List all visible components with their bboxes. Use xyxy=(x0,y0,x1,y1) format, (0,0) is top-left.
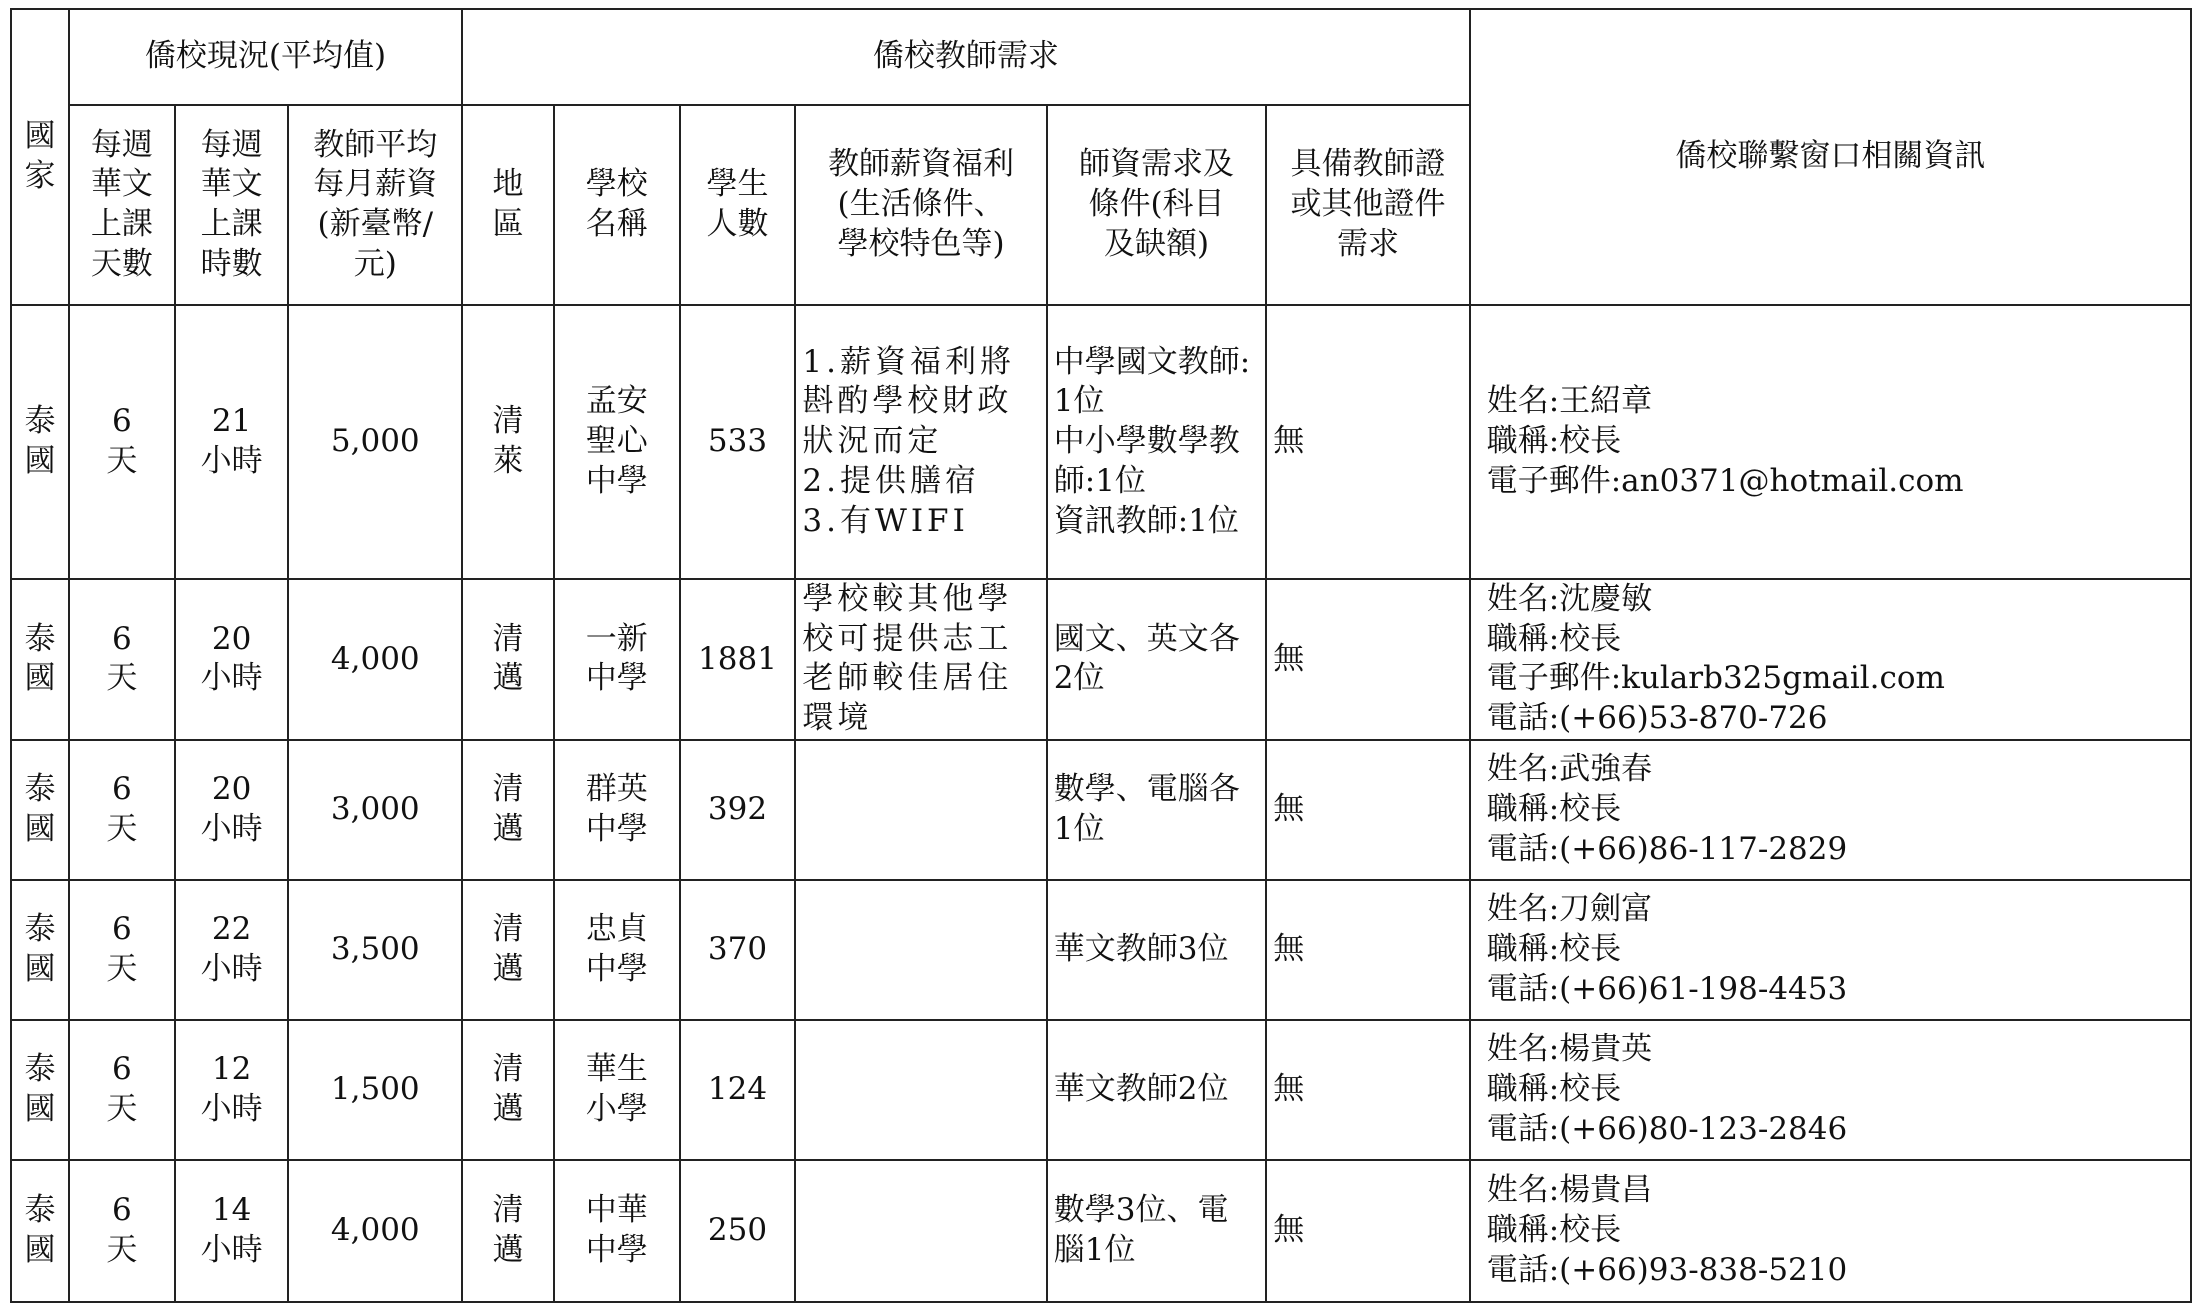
cell-hours: 22 小時 xyxy=(175,880,289,1020)
cell-certificate: 無 xyxy=(1266,305,1469,579)
contact-phone: 電話:(+66)86-117-2829 xyxy=(1486,830,1848,867)
contact-name: 姓名:沈慶敏 xyxy=(1486,581,1653,617)
cell-contact xyxy=(1470,880,2191,1020)
contact-name: 姓名:楊貴英 xyxy=(1486,1031,1653,1068)
header-region: 地 區 xyxy=(462,105,554,305)
cell-student-count: 124 xyxy=(680,1020,796,1160)
cell-certificate: 無 xyxy=(1266,1020,1469,1160)
cell-hours: 12 小時 xyxy=(175,1020,289,1160)
cell-benefits xyxy=(795,740,1046,880)
contact-title: 職稱:校長 xyxy=(1486,423,1622,460)
cell-salary: 4,000 xyxy=(288,579,462,740)
cell-country: 泰 國 xyxy=(11,1160,69,1302)
header-teacher-needs: 師資需求及 條件(科目 及缺額) xyxy=(1047,105,1267,305)
cell-region: 清 萊 xyxy=(462,305,554,579)
cell-certificate: 無 xyxy=(1266,880,1469,1020)
cell-contact xyxy=(1470,579,2191,740)
contact-title: 職稱:校長 xyxy=(1486,1070,1622,1107)
cell-school-name: 孟安 聖心 中學 xyxy=(554,305,680,579)
cell-teacher-needs: 數學、電腦各1位 xyxy=(1047,740,1267,880)
cell-student-count: 250 xyxy=(680,1160,796,1302)
cell-country: 泰 國 xyxy=(11,740,69,880)
contact-name: 姓名:王紹章 xyxy=(1486,383,1653,420)
header-certificate-req: 具備教師證 或其他證件 需求 xyxy=(1266,105,1469,305)
contact-name: 姓名:楊貴昌 xyxy=(1486,1172,1653,1209)
header-teacher-demand: 僑校教師需求 xyxy=(462,9,1470,105)
contact-email: 電子郵件:an0371@hotmail.com xyxy=(1486,462,1964,499)
contact-email: 電子郵件:kularb325gmail.com xyxy=(1486,660,1945,697)
cell-benefits xyxy=(795,880,1046,1020)
header-salary-benefits: 教師薪資福利 (生活條件、 學校特色等) xyxy=(795,105,1046,305)
cell-school-name: 華生 小學 xyxy=(554,1020,680,1160)
cell-student-count: 370 xyxy=(680,880,796,1020)
cell-student-count: 1881 xyxy=(680,579,796,740)
cell-region: 清 邁 xyxy=(462,1160,554,1302)
contact-phone: 電話:(+66)80-123-2846 xyxy=(1486,1110,1848,1147)
cell-region: 清 邁 xyxy=(462,740,554,880)
table-row xyxy=(11,880,2191,1020)
cell-days: 6 天 xyxy=(69,1160,175,1302)
cell-region: 清 邁 xyxy=(462,880,554,1020)
cell-salary: 5,000 xyxy=(288,305,462,579)
header-school-status: 僑校現況(平均值) xyxy=(69,9,462,105)
cell-school-name: 群英 中學 xyxy=(554,740,680,880)
cell-contact xyxy=(1470,740,2191,880)
cell-days: 6 天 xyxy=(69,880,175,1020)
cell-days: 6 天 xyxy=(69,579,175,740)
cell-country: 泰 國 xyxy=(11,305,69,579)
cell-region: 清 邁 xyxy=(462,579,554,740)
cell-student-count: 533 xyxy=(680,305,796,579)
cell-certificate: 無 xyxy=(1266,740,1469,880)
contact-phone: 電話:(+66)93-838-5210 xyxy=(1486,1251,1848,1288)
cell-benefits: 學校較其他學校可提供志工老師較佳居住環境 xyxy=(795,579,1046,740)
header-weekly-days: 每週華文上課天數 xyxy=(69,105,175,305)
cell-teacher-needs: 華文教師2位 xyxy=(1047,1020,1267,1160)
cell-hours: 14 小時 xyxy=(175,1160,289,1302)
cell-benefits xyxy=(795,1160,1046,1302)
cell-hours: 20 小時 xyxy=(175,740,289,880)
cell-teacher-needs: 中學國文教師:1位 中小學數學教師:1位 資訊教師:1位 xyxy=(1047,305,1267,579)
cell-region: 清 邁 xyxy=(462,1020,554,1160)
header-country: 國家 xyxy=(11,9,69,305)
cell-salary: 4,000 xyxy=(288,1160,462,1302)
cell-salary: 3,000 xyxy=(288,740,462,880)
table-row xyxy=(11,740,2191,880)
contact-name: 姓名:刀劍富 xyxy=(1486,891,1653,928)
header-avg-salary: 教師平均 每月薪資 (新臺幣/ 元) xyxy=(288,105,462,305)
cell-contact xyxy=(1470,305,2191,579)
table-row xyxy=(11,1020,2191,1160)
cell-hours: 21 小時 xyxy=(175,305,289,579)
teacher-demand-table xyxy=(10,8,2192,1303)
cell-salary: 1,500 xyxy=(288,1020,462,1160)
cell-school-name: 中華 中學 xyxy=(554,1160,680,1302)
contact-title: 職稱:校長 xyxy=(1486,620,1622,657)
cell-hours: 20 小時 xyxy=(175,579,289,740)
cell-days: 6 天 xyxy=(69,1020,175,1160)
contact-phone: 電話:(+66)61-198-4453 xyxy=(1486,970,1848,1007)
cell-teacher-needs: 華文教師3位 xyxy=(1047,880,1267,1020)
cell-school-name: 一新 中學 xyxy=(554,579,680,740)
cell-certificate: 無 xyxy=(1266,1160,1469,1302)
cell-country: 泰 國 xyxy=(11,880,69,1020)
cell-teacher-needs: 國文、英文各2位 xyxy=(1047,579,1267,740)
cell-benefits xyxy=(795,1020,1046,1160)
cell-student-count: 392 xyxy=(680,740,796,880)
contact-title: 職稱:校長 xyxy=(1486,790,1622,827)
table-row xyxy=(11,305,2191,579)
cell-contact xyxy=(1470,1160,2191,1302)
contact-name: 姓名:武強春 xyxy=(1486,751,1653,788)
contact-title: 職稱:校長 xyxy=(1486,1211,1622,1248)
header-weekly-hours: 每週 華文 上課 時數 xyxy=(175,105,289,305)
cell-days: 6 天 xyxy=(69,305,175,579)
cell-teacher-needs: 數學3位、電腦1位 xyxy=(1047,1160,1267,1302)
cell-contact xyxy=(1470,1020,2191,1160)
cell-school-name: 忠貞 中學 xyxy=(554,880,680,1020)
contact-phone: 電話:(+66)53-870-726 xyxy=(1486,700,1828,737)
cell-certificate: 無 xyxy=(1266,579,1469,740)
table-row xyxy=(11,1160,2191,1302)
header-contact-info: 僑校聯繫窗口相關資訊 xyxy=(1470,9,2191,305)
cell-country: 泰 國 xyxy=(11,1020,69,1160)
contact-title: 職稱:校長 xyxy=(1486,930,1622,967)
cell-days: 6 天 xyxy=(69,740,175,880)
header-school-name: 學校 名稱 xyxy=(554,105,680,305)
cell-benefits: 1.薪資福利將斟酌學校財政狀況而定 2.提供膳宿 3.有WIFI xyxy=(795,305,1046,579)
header-student-count: 學生 人數 xyxy=(680,105,796,305)
cell-country: 泰 國 xyxy=(11,579,69,740)
cell-salary: 3,500 xyxy=(288,880,462,1020)
table-row xyxy=(11,579,2191,740)
